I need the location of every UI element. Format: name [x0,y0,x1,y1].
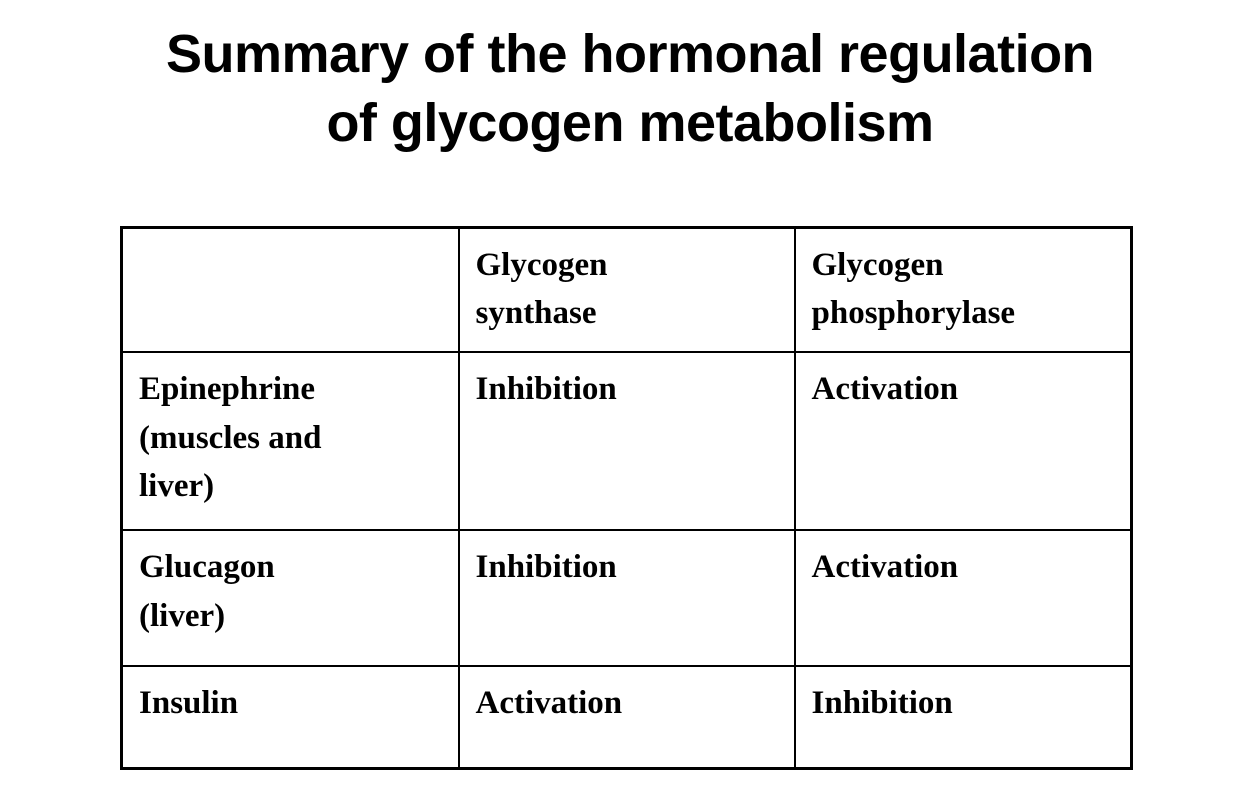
table-header-glycogen-phosphorylase [795,228,1132,353]
epinephrine-line-1: Epinephrine [139,371,316,408]
page-title-line-1: Summary of the hormonal regulation [165,24,1095,84]
row-glucagon-hormone [122,530,459,666]
table-row [122,666,1132,769]
table-row [122,352,1132,530]
header-phosphorylase-line-2: phosphorylase [811,295,1016,332]
page-title [0,0,1260,158]
table-header-corner-cell [122,228,459,353]
table-row [122,530,1132,666]
table-container [120,226,1130,770]
row-epinephrine-hormone [122,352,459,530]
epinephrine-line-2: (muscles and [139,419,322,456]
row-epinephrine-synthase: Inhibition [459,352,795,530]
row-insulin-hormone: Insulin [122,666,459,769]
row-insulin-phosphorylase: Inhibition [795,666,1132,769]
table-header-glycogen-synthase [459,228,795,353]
page-title-line-2: of glycogen metabolism [326,93,934,154]
header-phosphorylase-line-1: Glycogen [811,247,944,283]
glucagon-line-2: (liver) [139,597,226,634]
row-epinephrine-phosphorylase: Activation [795,352,1132,530]
row-glucagon-phosphorylase: Activation [795,530,1132,666]
glucagon-line-1: Glucagon [139,549,275,586]
header-synthase-line-1: Glycogen [475,247,608,283]
epinephrine-line-3: liver) [139,467,215,504]
row-insulin-synthase: Activation [459,666,795,769]
header-synthase-line-2: synthase [475,295,597,332]
row-glucagon-synthase: Inhibition [459,530,795,666]
hormonal-regulation-table [120,226,1133,770]
table-header-row [122,228,1132,353]
